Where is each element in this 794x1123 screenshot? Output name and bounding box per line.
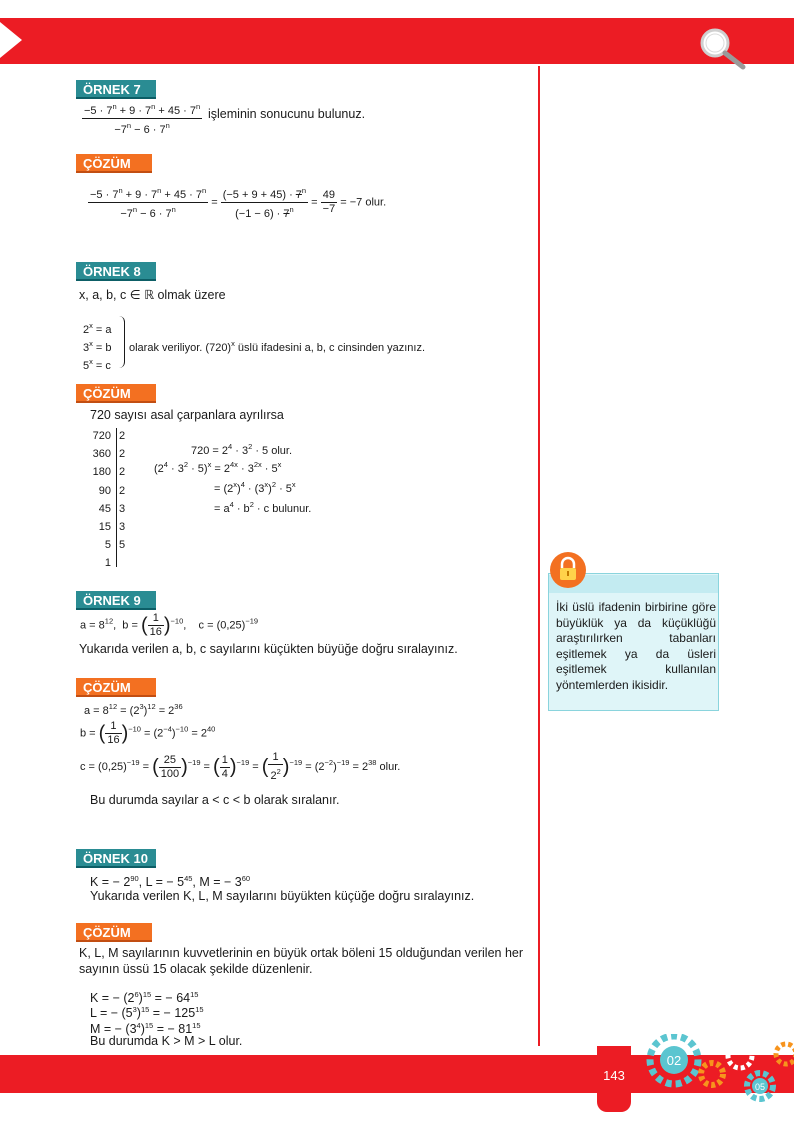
equation-5x: $5^x = c$	[83, 357, 111, 372]
solution-7-label: ÇÖZÜM	[76, 154, 152, 173]
example-7-label: ÖRNEK 7	[76, 80, 156, 99]
example-9-values: $a = 8^{12}$, b = ( $\frac{1}{16}$ )$^{-10}$, $c = (0,25)^{-19}$	[80, 612, 259, 638]
solution-10-l: L = − $(5^3)^{15}$ = − $125^{15}$	[90, 1005, 204, 1020]
example-8-intro: x, a, b, c ∈ ℝ olmak üzere	[79, 288, 226, 302]
solution-10-m: M = − $(3^4)^{15}$ = − $81^{15}$	[90, 1021, 201, 1036]
factor-number: 360	[92, 448, 111, 461]
solution-10-line1: K, L, M sayılarının kuvvetlerinin en büyük ortak böleni 15 olduğundan verilen her	[79, 946, 524, 960]
factor-divider	[116, 428, 117, 567]
prime-factor: 5	[119, 539, 126, 552]
solution-8-step1: $720 = 2^4 \cdot 3^2 \cdot 5$ olur.	[191, 442, 293, 457]
header-arrow	[0, 22, 22, 58]
example-10-label: ÖRNEK 10	[76, 849, 156, 868]
example-9-label: ÖRNEK 9	[76, 591, 156, 610]
page-number: 143	[603, 1068, 625, 1083]
prime-factor: 2	[119, 448, 126, 461]
prime-factor: 3	[119, 502, 126, 515]
search-icon	[697, 26, 749, 70]
solution-10-k: K = − $(2^6)^{15}$ = − $64^{15}$	[90, 990, 199, 1005]
info-note-text: İki üslü ifadenin birbirine göre büyüklük ya da küçüklüğü araştırılırken tabanları eşitlemek ya da üsleri eşitlemek kullanılan yöntemlerden ikisidir.	[556, 600, 716, 692]
equation-3x: $3^x = b$	[83, 339, 112, 354]
system-brace	[117, 316, 125, 368]
prime-factor: 3	[119, 521, 126, 533]
factor-number: 45	[98, 502, 111, 515]
column-divider	[538, 66, 540, 1046]
gear-label-05: 05	[754, 1082, 766, 1092]
solution-10-label: ÇÖZÜM	[76, 923, 152, 942]
gear-label-02: 02	[666, 1053, 682, 1068]
example-8-question: olarak veriliyor. $(720)^x$ üslü ifadesini a, b, c cinsinden yazınız.	[129, 339, 426, 354]
example-10-question: Yukarıda verilen K, L, M sayılarını büyükten küçüğe doğru sıralayınız.	[90, 889, 475, 903]
equation-2x: $2^x = a$	[83, 321, 112, 336]
factor-number: 15	[98, 521, 111, 533]
solution-8-step2: $(2^4 \cdot 3^2 \cdot 5)^x = 2^{4x} \cdot 3^{2x} \cdot 5^x$	[154, 460, 282, 475]
prime-factor: 2	[119, 484, 126, 497]
solution-7-tail: olur.	[365, 196, 387, 209]
prime-factor: 2	[119, 430, 126, 442]
solution-10-line2: sayının üssü 15 olacak şekilde düzenlenir.	[79, 962, 313, 976]
solution-9-a: $a = 8^{12} = (2^3)^{12} = 2^{36}$	[84, 702, 183, 717]
factor-number: 5	[104, 539, 111, 552]
solution-9-label: ÇÖZÜM	[76, 678, 156, 697]
solution-9-conclusion: Bu durumda sayılar a < c < b olarak sıralanır.	[90, 793, 340, 807]
header-bar	[0, 18, 794, 64]
example-7-expression: $\frac{-5 \cdot 7^n + 9 \cdot 7^n + 45 \cdot 7^n}{-7^n - 6 \cdot 7^n}$	[84, 102, 201, 136]
factor-number: 90	[98, 484, 111, 497]
solution-9-c: $c = (0,25)^{-19}$ = ( $\frac{25}{100}$ )$^{-19}$ = ( $\frac{1}{4}$ )$^{-19}$ = ( $\frac{1}{2^2}$ )$^{-19} = (2^{-2})^{-19} = 2^{38}$ olur.	[80, 751, 401, 782]
example-9-question: Yukarıda verilen a, b, c sayılarını küçükten büyüğe doğru sıralayınız.	[79, 642, 458, 656]
example-7-question: işleminin sonucunu bulunuz.	[208, 107, 366, 121]
solution-7-expression: $\frac{-5 \cdot 7^n + 9 \cdot 7^n + 45 \cdot 7^n}{-7^n - 6 \cdot 7^n}$ = $\frac{(-5 + 9 + 45) \cdot 7^n}{(-1 - 6) \cdot 7^n}$ = $\frac{49}{-7}$ = −7 olur.	[90, 186, 387, 220]
solution-10-conclusion: Bu durumda K > M > L olur.	[90, 1034, 243, 1048]
gears-decoration	[636, 1034, 794, 1104]
solution-8-label: ÇÖZÜM	[76, 384, 156, 403]
solution-8-step4: = $a^4 \cdot b^2 \cdot c$ bulunur.	[214, 500, 312, 515]
example-8-label: ÖRNEK 8	[76, 262, 156, 281]
solution-9-b: b = ( $\frac{1}{16}$ )$^{-10} = (2^{-4})^{-10} = 2^{40}$	[80, 720, 216, 746]
example-10-values: K = − $2^{90}$, L = − $5^{45}$, M = − $3^{60}$	[90, 874, 251, 889]
factor-number: 180	[92, 466, 111, 479]
prime-factor: 2	[119, 466, 126, 479]
lock-icon	[549, 551, 587, 589]
factor-number: 720	[92, 430, 111, 442]
solution-8-step3: = $(2^x)^4 \cdot (3^x)^2 \cdot 5^x$	[214, 480, 296, 495]
solution-8-intro: 720 sayısı asal çarpanlara ayrılırsa	[90, 408, 284, 422]
factor-number: 1	[104, 557, 111, 570]
